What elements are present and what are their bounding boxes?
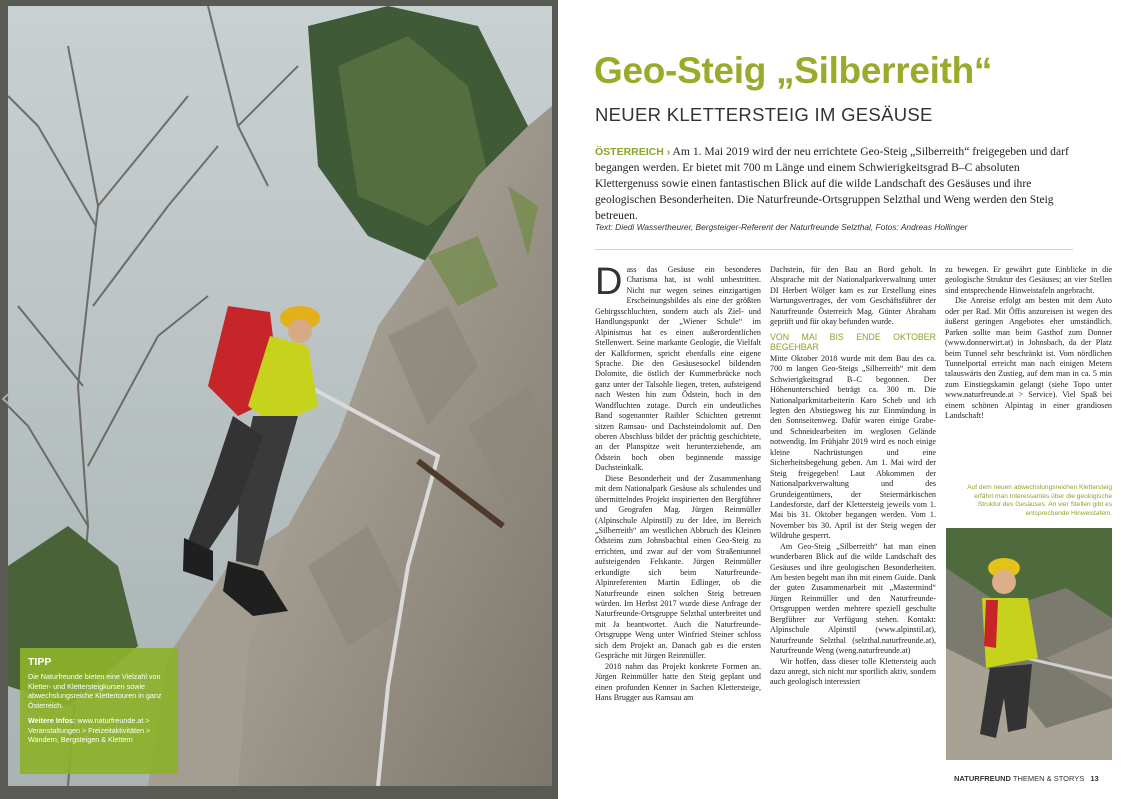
climber-closeup-illustration [946, 528, 1112, 760]
divider [595, 249, 1073, 250]
paragraph: Diese Besonderheit und der Zusammenhang mit dem Nationalpark Gesäuse als schulendes und übermittelndes Projekt inspirierten den Bergführer und Geografen Mag. Jürgen Reinmüller (Alpinschule Alpinstil) zu der Idee, im Bereich „Silberreith“ am westlichen Abbruch des Kleinen Ödsteins zum Johnsbachtal einen Geo-Steig zu errichten, und zwar auf der vom Straßentunnel aufsteigenden Felskante. Jürgen Reinmüller erkundigte sich beim Naturfreunde-Alpinreferenten Martin Edlinger, ob die Naturfreunde einen solchen Steig betreuen würden. Im Herbst 2017 wurde diese Anfrage der Naturfreunde-Ortsgruppe Selzthal unterbreitet und mit Ja beantwortet. Auch die Naturfreunde-Ortsgruppe Weng unter Winfried Steiner schloss sich dem Projekt an. Danach gab es die ersten Gespräche mit Jürgen Reinmüller. [595, 473, 761, 661]
tip-info-label: Weitere Infos: [28, 715, 76, 725]
secondary-photo [946, 528, 1112, 760]
lead-location: ÖSTERREICH › [595, 146, 671, 158]
tip-box [20, 648, 178, 774]
paragraph: Mitte Oktober 2018 wurde mit dem Bau des ca. 700 m langen Geo-Steigs „Silberreith“ mit dem Schwierigkeitsgrad B–C begonnen. Der Höhenunterschied beträgt ca. 300 m. Die Nationalparkmitarbeiterin Karo Scheb und ich legten den Abstiegsweg bis zur Einmündung in den Sonnseitenweg. Dafür waren einige Grabe- und Schneidearbeiten im weglosen Gelände notwendig. Im Frühjahr 2019 wird es noch einige kleine Nachrüstungen und eine Sicherheitsbegehung geben. Am 1. Mai wird der Steig freigegeben! Laut Abkommen der Nationalparkverwaltung und des Grundeigentümers, der Steiermärkischen Landesforste, darf der Klettersteig jeweils vom 1. Mai bis 31. Oktober begangen werden. Vom 1. November bis 30. April ist der Steig wegen der Wildruhe gesperrt. [770, 353, 936, 541]
main-photo [8, 6, 552, 786]
column-2 [770, 265, 936, 688]
article-title: Geo-Steig „Silberreith“ [594, 50, 993, 91]
column-1 [595, 261, 761, 703]
paragraph: Dachstein, für den Bau an Bord geholt. In Absprache mit der Nationalparkverwaltung unter DI Herbert Wölger kam es zur Erstellung eines Wartungsvertrages, der vom Geschäftsführer der Naturfreunde Österreich Mag. Günter Abraham geprüft und für okay befunden wurde. [770, 265, 936, 327]
page-number: 13 [1090, 774, 1099, 783]
section-subhead: VON MAI BIS ENDE OKTOBER BEGEHBAR [770, 331, 936, 352]
paragraph: Die Anreise erfolgt am besten mit dem Auto oder per Rad. Mit Öffis anzureisen ist wegen des äußerst geringen Angebotes eher umständlich. Parken sollte man beim Gasthof zum Donner (www.donnerwirt.at) in Johnsbach, da der Platz beim Tunnel sehr beschränkt ist. Vom nördlichen Tunnelportal erreicht man nach einigen Metern talauswärts den Zustieg, auf dem man in ca. 5 min zum Einstiegskamin gelangt (siehe Topo unter www.naturfreunde.at > Service). Viel Spaß bei einem schönen Alpintag in einer grandiosen Landschaft! [945, 296, 1112, 421]
footer-section: THEMEN & STORYS [1010, 774, 1085, 783]
lead-text: Am 1. Mai 2019 wird der neu errichtete Geo-Steig „Silberreith“ freigegeben und darf begangen werden. Er bietet mit 700 m Länge und einem Schwierigkeitsgrad B–C absoluten Klettergenuss sowie einen fantastischen Blick auf die wilde Landschaft des Gesäuses und ihre geologischen Besonderheiten. Die Naturfreunde-Ortsgruppen Selzthal und Weng werden den Steig betreuen. [595, 145, 1069, 222]
article-lead [595, 144, 1073, 224]
column-3 [945, 265, 1112, 422]
paragraph: Wir hoffen, dass dieser tolle Klettersteig auch dazu anregt, sich nicht nur sportlich aktiv, sondern auch geologisch interessiert [770, 656, 936, 687]
photo-caption: Auf dem neuen abwechslungsreichen Klettersteig erfährt man Interessantes über die geologische Struktur des Gesäuses. An vier Stellen gibt es entsprechende Hinweistafeln. [967, 484, 1112, 517]
tip-info [28, 716, 170, 745]
article-subtitle: NEUER KLETTERSTEIG IM GESÄUSE [595, 104, 933, 125]
tip-body: Die Naturfreunde bieten eine Vielzahl von Kletter- und Klettersteigkursen sowie abwechslungsreiche Klettertouren in ganz Österreich. [28, 672, 162, 711]
previous-page-icon[interactable]: ‹ [0, 381, 12, 414]
paragraph [595, 261, 761, 474]
paragraph: 2018 nahm das Projekt konkrete Formen an. Jürgen Reinmüller hatte den Steig geplant und einen profunden Kenner in Sachen Klettersteige, Hans Brugger aus Ramsau am [595, 661, 761, 702]
article-page [558, 0, 1134, 799]
footer-brand: NATURFREUND [954, 774, 1011, 783]
tip-info-link[interactable]: www.naturfreunde.at > Veranstaltungen > Freizeitaktivitäten > Wandern, Bergsteigen & Klettern [28, 715, 151, 745]
paragraph: Am Geo-Steig „Silberreith“ hat man einen wunderbaren Blick auf die wilde Landschaft des Gesäuses und ihre geologischen Besonderheiten. Am besten begeht man ihn mit einem Guide. Dank der guten Zusammenarbeit mit „Mastermind“ Jürgen Reinmüller und den Naturfreunde-Ortsgruppen werden mehrere speziell geschulte Bergführer zur Verfügung stehen. Kontakt: Alpinschule Alpinstil (www.alpinstil.at), Naturfreunde Selzthal (selzthal.naturfreunde.at), Naturfreunde Weng (weng.naturfreunde.at) [770, 541, 936, 656]
tip-heading: TIPP [28, 656, 52, 668]
page-footer [954, 774, 1099, 783]
drop-cap: D [595, 261, 623, 303]
paragraph: zu bewegen. Er gewährt gute Einblicke in die geologische Struktur des Gesäuses; an vier Stellen sind entsprechende Hinweistafeln angebracht. [945, 265, 1112, 295]
paragraph-text: ass das Gesäuse ein besonderes Charisma hat, ist wohl unbestritten. Nicht nur wegen seines einzigartigen Erscheinungsbildes als eine der größten Gebirgsschluchten, sondern auch als Ziel- und Handlungspunkt der „Wiener Schule“ im Alpinismus hat es einen außerordentlichen Stellenwert. Seine markante Geologie, die Vielfalt der Kalkformen, spricht ebenfalls eine eigene Sprache. Die den Gesäusesockel bildenden Dolomite, die östlich der Kummerbrücke noch ganz unter der Talsohle liegen, treten, aufsteigend nach Westen hin zum Ödstein, hoch in den Wandfluchten zutage. Durch ein undeutliches Band sogenannter Raibler Schichten getrennt sitzen Ramsau- und Dachsteindolomit auf. Den oberen Abschluss bildet der prächtig geschichtete, an der Planspitze weit herunterziehende, am Ödstein hoch oben beginnende massige Dachsteinkalk. [595, 265, 761, 473]
article-credits: Text: Diedi Wassertheurer, Bergsteiger-Referent der Naturfreunde Selzthal, Fotos: Andreas Hollinger [595, 222, 968, 232]
